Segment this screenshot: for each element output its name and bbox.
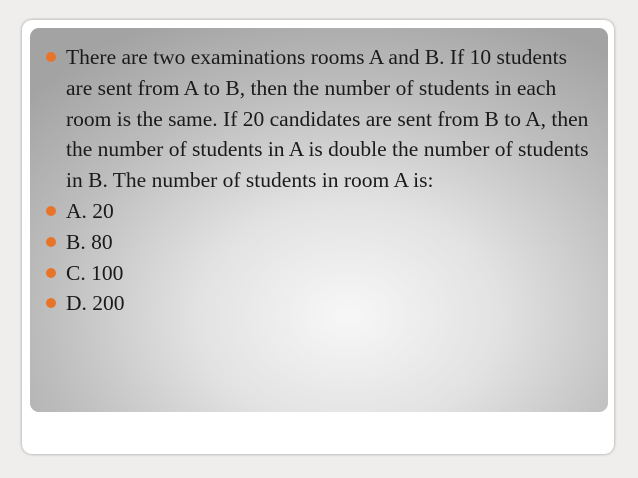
question-bullet [46, 42, 598, 196]
bullet-dot-icon [46, 52, 56, 62]
question-text: There are two examinations rooms A and B. If 10 students are sent from A to B, then the number of students in each room is the same. If 20 candidates are sent from B to A, then the number of students in A is double the number of students in B. The number of students in room A is: [66, 45, 589, 193]
bullet-dot-icon [46, 268, 56, 278]
bullet-dot-icon [46, 237, 56, 247]
option-d-bullet [46, 288, 598, 319]
option-b-text: B. 80 [66, 229, 113, 254]
bullet-dot-icon [46, 206, 56, 216]
bullet-list [46, 42, 598, 319]
option-a-text: A. 20 [66, 198, 114, 223]
option-b-bullet [46, 227, 598, 258]
option-d-text: D. 200 [66, 291, 125, 316]
option-c-bullet [46, 258, 598, 289]
option-c-text: C. 100 [66, 260, 124, 285]
bullet-dot-icon [46, 298, 56, 308]
option-a-bullet [46, 196, 598, 227]
